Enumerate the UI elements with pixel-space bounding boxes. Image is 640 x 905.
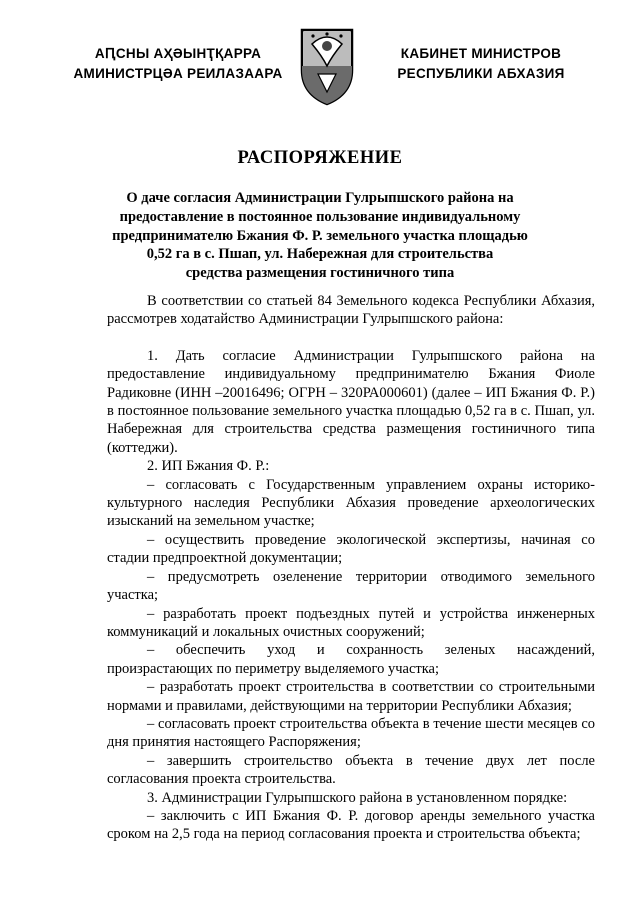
header-right-line2: РЕСПУБЛИКИ АБХАЗИЯ [397,66,565,81]
subject-line: предпринимателю Бжания Ф. Р. земельного участка площадью [112,227,528,244]
list-item: – согласовать проект строительства объекта в течение шести месяцев со дня принятия настоящего Распоряжения; [107,715,595,751]
preamble: В соответствии со статьей 84 Земельного кодекса Республики Абхазия, рассмотрев ходатайство Администрации Гулрыпшского района: [107,293,595,328]
header-left-line2: АМИНИСТРЦӘА РЕИЛАЗААРА [73,66,283,81]
document-subject [100,189,540,283]
list-item: – завершить строительство объекта в течение двух лет после согласования проекта строительства. [107,752,595,788]
list-item: – предусмотреть озеленение территории отводимого земельного участка; [107,568,595,604]
list-item: – заключить с ИП Бжания Ф. Р. договор аренды земельного участка сроком на 2,5 года на период согласования проекта и строительства объекта; [107,807,595,843]
paragraph-2: 2. ИП Бжания Ф. Р.: [147,458,270,475]
subject-line: средства размещения гостиничного типа [185,265,455,282]
header-right-line1: КАБИНЕТ МИНИСТРОВ [400,46,562,61]
document-title: РАСПОРЯЖЕНИЕ [237,148,403,168]
subject-line: О даче согласия Администрации Гулрыпшского района на [126,190,514,206]
paragraph-3: 3. Администрации Гулрыпшского района в установленном порядке: [147,789,568,806]
subject-line: предоставление в постоянное пользование индивидуальному [119,208,521,225]
document-body [107,292,595,844]
list-item: – осуществить проведение экологической экспертизы, начиная со стадии предпроектной документации; [107,531,595,567]
header-abkhaz-name [58,44,298,84]
list-item: – согласовать с Государственным управлением охраны историко-культурного наследия Республики Абхазия проведение археологических изысканий на земельном участке; [107,476,595,530]
paragraph-1: 1. Дать согласие Администрации Гулрыпшского района на предоставление индивидуальному предпринимателю Бжания Фиоле Радиковне (ИНН –20016496; ОГРН – 320РА000601) (далее – ИП Бжания Ф. Р.) в постоянное пользование земельного участка площадью 0,52 га в с. Пшап, ул. Набережная для строительства средства размещения гостиничного типа (коттеджи). [107,347,595,456]
list-item: – обеспечить уход и сохранность зеленых насаждений, произрастающих по периметру выделяемого участка; [107,642,595,677]
subject-line: 0,52 га в с. Пшап, ул. Набережная для строительства [146,246,494,263]
header-left-line1: АԤСНЫ АҲӘЫНҬҚАРРА [94,46,262,61]
list-item: – разработать проект подъездных путей и устройства инженерных коммуникаций и локальных очистных сооружений; [107,605,595,640]
header-russian-name [370,44,592,84]
list-item: – разработать проект строительства в соответствии со строительными нормами и правилами, действующими на территории Республики Абхазия; [107,679,595,714]
coat-of-arms-icon [298,26,356,106]
